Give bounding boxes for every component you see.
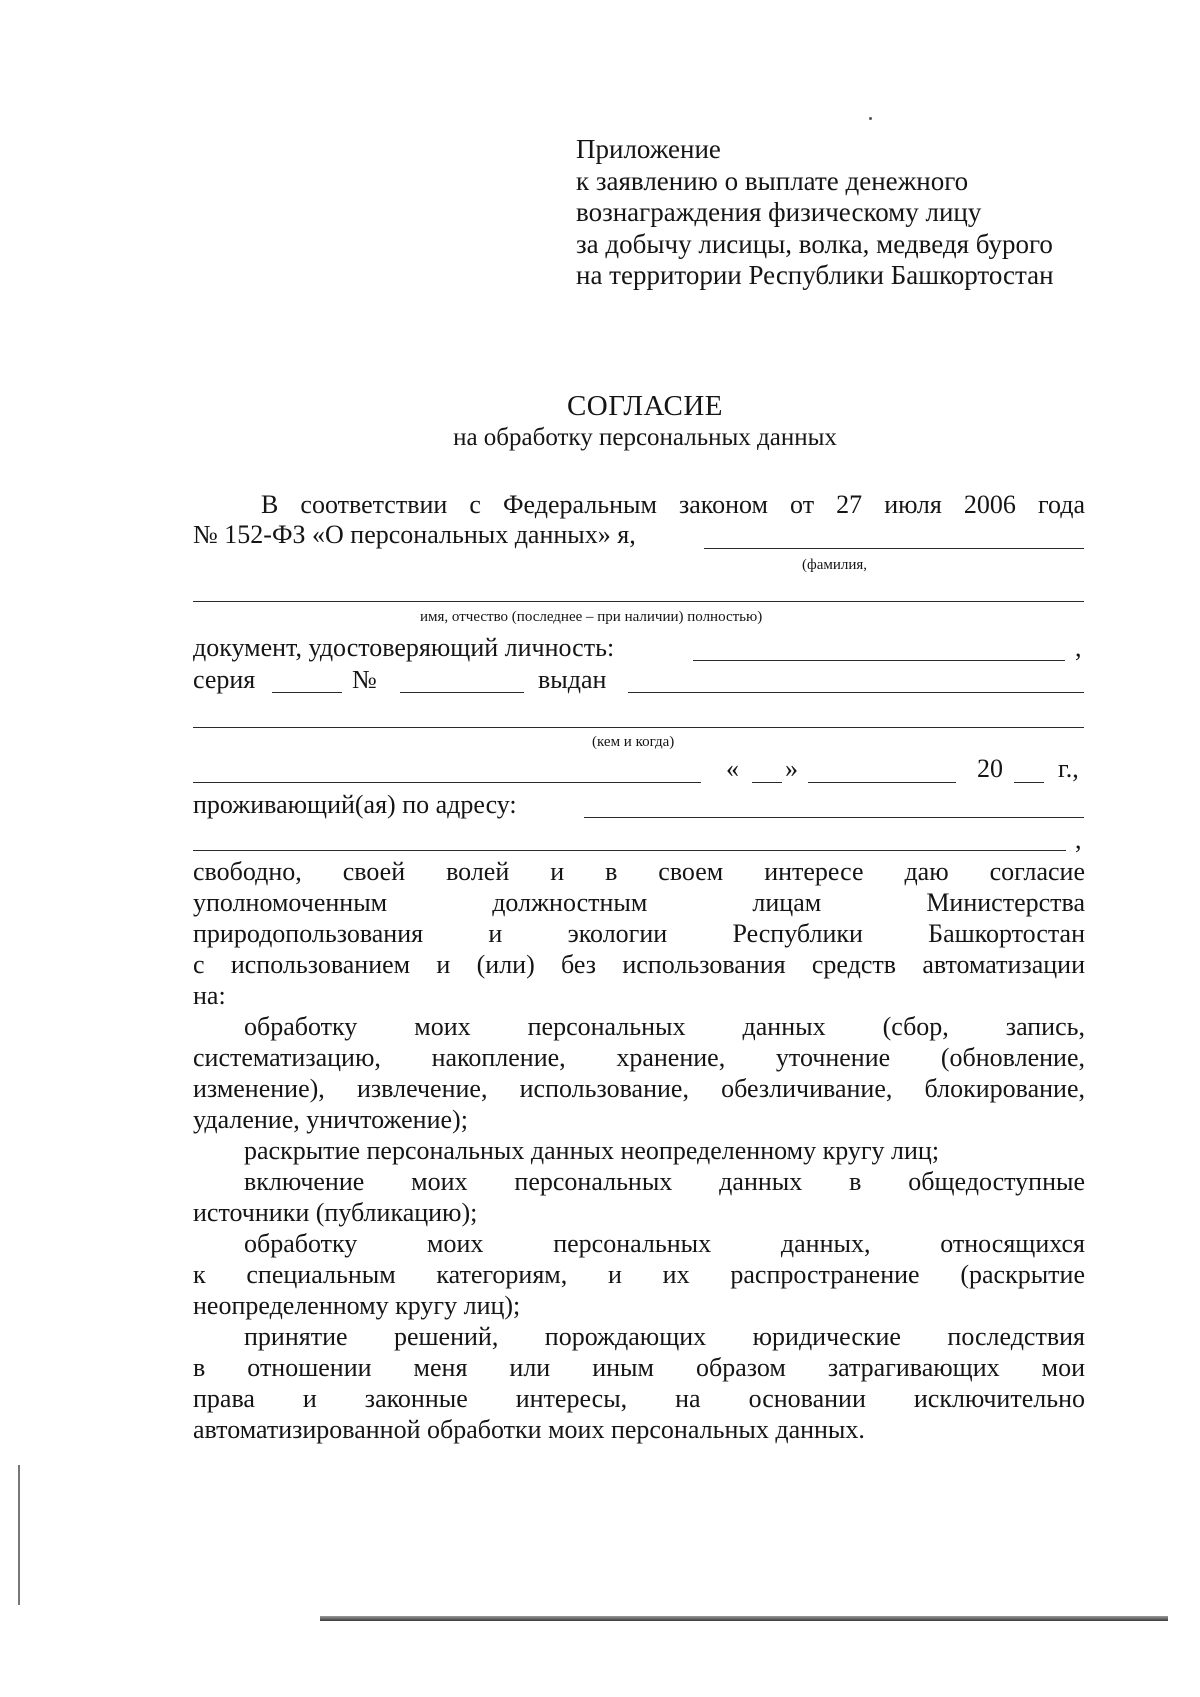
item1-line: изменение), извлечение, использование, обезличивание, блокирование,	[193, 1074, 1085, 1103]
name-caption: имя, отчество (последнее – при наличии) полностью)	[420, 609, 763, 625]
item1-line: систематизацию, накопление, хранение, уточнение (обновление,	[193, 1043, 1085, 1072]
issued-by-caption: (кем и когда)	[592, 734, 675, 750]
scan-speck	[869, 117, 872, 120]
issued-field[interactable]	[628, 692, 1084, 693]
item4-line: обработку моих персональных данных, относящихся	[244, 1229, 1085, 1258]
document-title: СОГЛАСИЕ	[566, 390, 724, 422]
issued-by-field-cont[interactable]	[193, 782, 701, 783]
item1-line: обработку моих персональных данных (сбор, запись,	[244, 1012, 1085, 1041]
item2-line: раскрытие персональных данных неопределенному кругу лиц;	[244, 1136, 940, 1165]
date-close-quote: »	[785, 754, 798, 783]
issued-label: выдан	[538, 665, 607, 694]
consent-line: с использованием и (или) без использования средств автоматизации	[193, 950, 1085, 979]
appendix-line: за добычу лисицы, волка, медведя бурого	[576, 228, 1053, 259]
series-field[interactable]	[272, 692, 342, 693]
appendix-line: к заявлению о выплате денежного	[576, 165, 969, 196]
item5-line: автоматизированной обработки моих персональных данных.	[193, 1415, 865, 1444]
surname-field[interactable]	[704, 548, 1084, 549]
number-field[interactable]	[400, 692, 524, 693]
number-label: №	[352, 665, 377, 694]
appendix-line: Приложение	[576, 134, 721, 164]
comma: ,	[1075, 633, 1082, 662]
month-field[interactable]	[808, 782, 956, 783]
id-document-field[interactable]	[693, 660, 1065, 661]
appendix-line: на территории Республики Башкортостан	[576, 260, 1054, 290]
comma: ,	[1075, 825, 1082, 854]
item5-line: права и законные интересы, на основании исключительно	[193, 1384, 1085, 1413]
document-subtitle: на обработку персональных данных	[453, 424, 837, 451]
consent-line: на:	[193, 981, 226, 1010]
surname-caption: (фамилия,	[802, 557, 868, 573]
item3-line: включение моих персональных данных в общедоступные	[244, 1167, 1085, 1196]
id-document-label: документ, удостоверяющий личность:	[193, 633, 615, 662]
address-field-cont[interactable]	[193, 850, 1066, 851]
consent-line: свободно, своей волей и в своем интересе даю согласие	[193, 857, 1085, 886]
address-field[interactable]	[584, 817, 1084, 818]
item5-line: принятие решений, порождающих юридические последствия	[244, 1322, 1085, 1351]
item1-line: удаление, уничтожение);	[193, 1105, 468, 1134]
item4-line: неопределенному кругу лиц);	[193, 1291, 521, 1320]
intro-line: № 152-ФЗ «О персональных данных» я,	[193, 520, 636, 549]
series-label: серия	[193, 665, 256, 694]
appendix-block	[576, 134, 1054, 292]
date-open-quote: «	[726, 754, 739, 783]
scan-edge	[18, 1465, 20, 1605]
appendix-line: вознаграждения физическому лицу	[576, 197, 982, 227]
item4-line: к специальным категориям, и их распространение (раскрытие	[193, 1260, 1085, 1289]
issued-by-field[interactable]	[193, 727, 1084, 728]
intro-text: В соответствии с Федеральным законом от 27 июля 2006 года	[261, 490, 1085, 519]
consent-line: природопользования и экологии Республики Башкортостан	[193, 919, 1085, 948]
consent-line: уполномоченным должностным лицам Министерства	[193, 888, 1085, 917]
year-field[interactable]	[1014, 782, 1044, 783]
item3-line: источники (публикацию);	[193, 1198, 478, 1227]
scan-bottom-edge	[320, 1616, 1168, 1621]
year-prefix: 20	[977, 754, 1003, 783]
year-suffix: г.,	[1058, 754, 1079, 783]
day-field[interactable]	[752, 782, 782, 783]
intro-line	[193, 489, 1085, 520]
address-label: проживающий(ая) по адресу:	[193, 790, 517, 819]
full-name-field[interactable]	[193, 601, 1084, 602]
item5-line: в отношении меня или иным образом затрагивающих мои	[193, 1353, 1085, 1382]
